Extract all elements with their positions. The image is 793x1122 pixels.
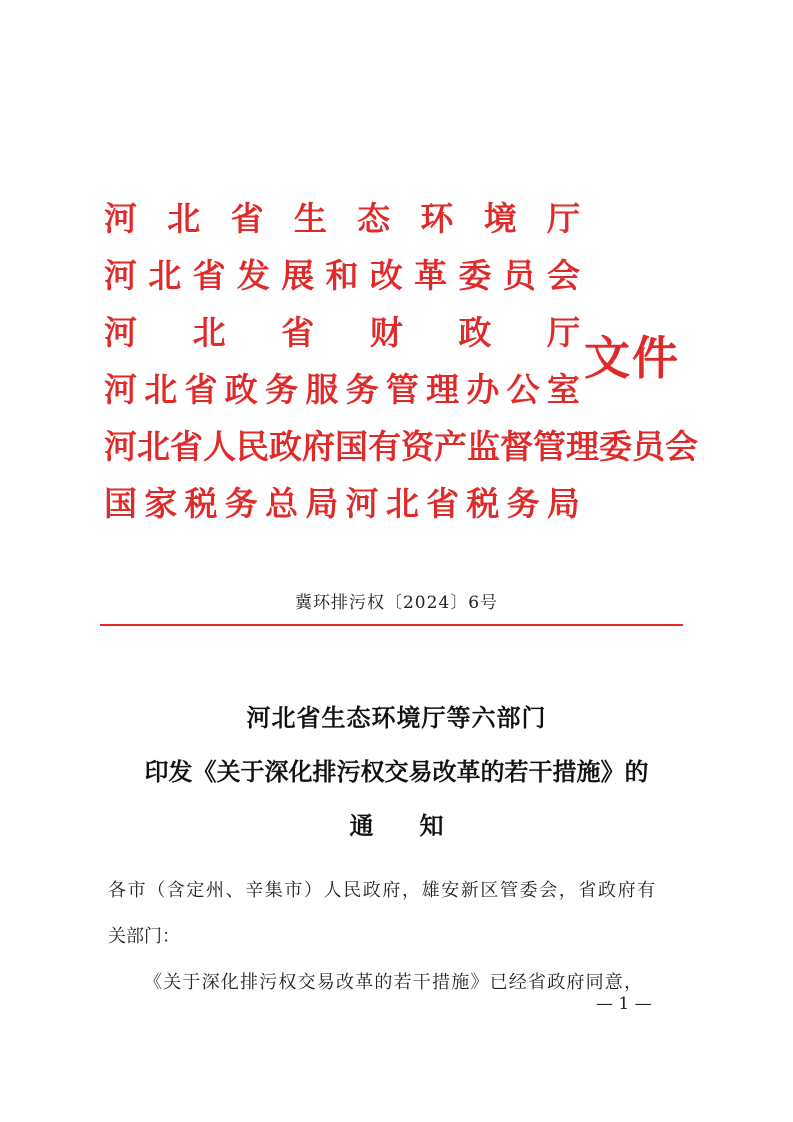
issuer-char: 发: [236, 256, 270, 295]
issuer-char: 河: [104, 199, 137, 238]
issuer-char: 资: [401, 427, 434, 466]
issuer-char: 河: [345, 484, 379, 523]
issuer-char: 人: [203, 427, 236, 466]
document-title-line3: 通知: [349, 811, 490, 840]
issuer-char: 厅: [546, 313, 580, 352]
issuer-char: 政: [269, 427, 302, 466]
issuer-char: 公: [506, 370, 540, 409]
addressee-line1: 各市（含定州、辛集市）人民政府，雄安新区管委会，省政府有: [108, 880, 657, 901]
issuer-char: 北: [192, 313, 226, 352]
issuer-char: 局: [305, 484, 339, 523]
issuer-line: [104, 475, 580, 532]
issuer-char: 民: [236, 427, 269, 466]
issuer-char: 省: [281, 313, 315, 352]
issuer-char: 室: [546, 370, 580, 409]
page-number: — 1 —: [596, 994, 652, 1014]
issuer-char: 理: [426, 370, 460, 409]
issuer-char: 省: [170, 427, 203, 466]
issuer-name: [104, 475, 580, 532]
addressee-line2: 关部门：: [108, 926, 180, 947]
issuer-char: 员: [502, 256, 536, 295]
issuer-char: 河: [104, 370, 137, 409]
issuer-char: 北: [148, 256, 182, 295]
document-title-line2: 印发《关于深化排污权交易改革的若干措施》的: [144, 757, 649, 786]
issuer-char: 税: [466, 484, 500, 523]
issuer-char: 员: [632, 427, 665, 466]
issuer-char: 务: [506, 484, 540, 523]
issuer-char: 理: [566, 427, 599, 466]
issuer-line: [104, 418, 698, 475]
document-number: 冀环排污权〔2024〕6号: [294, 593, 499, 613]
issuer-char: 委: [458, 256, 492, 295]
issuer-char: 管: [533, 427, 566, 466]
issuer-char: 态: [357, 199, 391, 238]
issuer-line: [104, 304, 580, 361]
issuer-char: 展: [281, 256, 315, 295]
issuer-char: 总: [265, 484, 299, 523]
issuer-char: 省: [192, 256, 226, 295]
issuer-char: 河: [104, 256, 137, 295]
issuer-char: 管: [385, 370, 419, 409]
issuer-char: 省: [184, 370, 218, 409]
issuer-char: 政: [458, 313, 492, 352]
issuer-char: 北: [144, 370, 178, 409]
issuer-char: 财: [369, 313, 403, 352]
issuer-line: [104, 190, 580, 247]
issuer-name: [104, 361, 580, 418]
issuer-name: [104, 190, 580, 247]
issuer-char: 国: [335, 427, 368, 466]
issuer-char: 税: [184, 484, 218, 523]
issuer-char: 国: [104, 484, 137, 523]
issuer-char: 委: [599, 427, 632, 466]
issuer-char: 政: [224, 370, 258, 409]
issuer-char: 会: [665, 427, 698, 466]
issuer-char: 有: [368, 427, 401, 466]
issuer-char: 生: [293, 199, 327, 238]
issuer-char: 务: [224, 484, 258, 523]
issuer-line: [104, 361, 580, 418]
document-type-label: 文件: [584, 331, 680, 385]
issuer-char: 北: [167, 199, 201, 238]
issuer-name: [104, 247, 580, 304]
issuer-char: 河: [104, 313, 137, 352]
issuer-char: 督: [500, 427, 533, 466]
issuer-char: 务: [265, 370, 299, 409]
issuer-char: 省: [426, 484, 460, 523]
issuer-char: 北: [137, 427, 170, 466]
issuer-char: 改: [369, 256, 403, 295]
issuer-char: 监: [467, 427, 500, 466]
issuer-char: 境: [483, 199, 517, 238]
red-divider: [100, 624, 683, 626]
issuer-char: 产: [434, 427, 467, 466]
issuer-char: 府: [302, 427, 335, 466]
issuer-name: [104, 304, 580, 361]
issuer-char: 家: [144, 484, 178, 523]
issuer-char: 办: [466, 370, 500, 409]
document-title-line1: 河北省生态环境厅等六部门: [246, 703, 547, 732]
issuer-char: 革: [414, 256, 448, 295]
issuer-name: [104, 418, 698, 475]
issuer-char: 河: [104, 427, 137, 466]
issuer-char: 环: [420, 199, 454, 238]
issuer-char: 北: [385, 484, 419, 523]
issuer-char: 和: [325, 256, 359, 295]
issuer-char: 务: [345, 370, 379, 409]
issuer-line: [104, 247, 580, 304]
issuer-char: 省: [230, 199, 264, 238]
body-paragraph: 《关于深化排污权交易改革的若干措施》已经省政府同意，: [144, 972, 644, 993]
issuer-char: 服: [305, 370, 339, 409]
issuer-char: 会: [546, 256, 580, 295]
issuer-char: 厅: [546, 199, 580, 238]
issuer-char: 局: [546, 484, 580, 523]
